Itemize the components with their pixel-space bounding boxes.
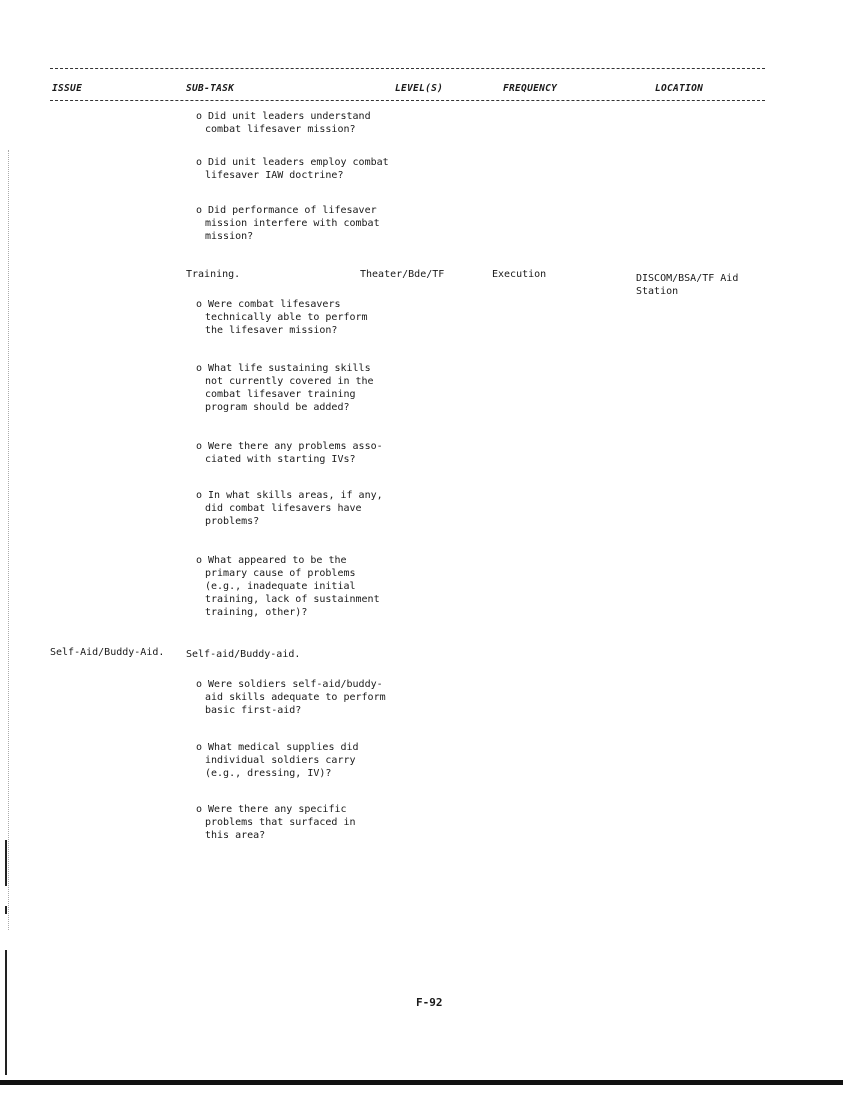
question-line: lifesaver IAW doctrine? (205, 170, 344, 181)
subtask-training: Training. (186, 269, 241, 280)
question-line: o What appeared to be the (196, 555, 347, 566)
question-line: the lifesaver mission? (205, 325, 338, 336)
question-line: problems? (205, 516, 260, 527)
location-training-line1: DISCOM/BSA/TF Aid (636, 273, 739, 284)
scan-margin-mark (5, 950, 7, 1075)
question-line: o Were soldiers self-aid/buddy- (196, 679, 383, 690)
question-line: combat lifesaver training (205, 389, 356, 400)
question-line: o What life sustaining skills (196, 363, 371, 374)
question-line: basic first-aid? (205, 705, 302, 716)
question-line: problems that surfaced in (205, 817, 356, 828)
scan-bottom-border (0, 1080, 843, 1085)
question-line: not currently covered in the (205, 376, 374, 387)
col-header-location: LOCATION (655, 83, 704, 94)
question-line: aid skills adequate to perform (205, 692, 386, 703)
question-line: o Did unit leaders understand (196, 111, 371, 122)
issue-selfaid: Self-Aid/Buddy-Aid. (50, 647, 165, 658)
question-line: o Did performance of lifesaver (196, 205, 377, 216)
question-line: program should be added? (205, 402, 350, 413)
question-item (196, 554, 386, 619)
header-top-rule (50, 68, 765, 69)
question-item (196, 156, 389, 182)
subtask-selfaid: Self-aid/Buddy-aid. (186, 649, 301, 660)
question-item (196, 440, 386, 466)
question-line: primary cause of problems (205, 568, 356, 579)
question-line: technically able to perform (205, 312, 368, 323)
question-line: this area? (205, 830, 266, 841)
col-header-issue: ISSUE (52, 83, 83, 94)
question-line: (e.g., inadequate initial (205, 581, 356, 592)
frequency-training: Execution (492, 269, 547, 280)
question-item (196, 678, 386, 717)
location-training-line2: Station (636, 286, 679, 297)
question-line: o Were combat lifesavers (196, 299, 341, 310)
question-line: mission interfere with combat (205, 218, 380, 229)
question-item (196, 803, 386, 842)
scan-edge-dots (8, 150, 9, 930)
question-line: o Did unit leaders employ combat (196, 157, 389, 168)
question-item (196, 298, 386, 337)
question-line: o What medical supplies did (196, 742, 359, 753)
col-header-subtask: SUB-TASK (186, 83, 235, 94)
question-item (196, 362, 386, 414)
question-line: o Were there any specific (196, 804, 347, 815)
scan-margin-mark (5, 840, 7, 886)
header-bottom-rule (50, 100, 765, 101)
col-header-levels: LEVEL(S) (395, 83, 444, 94)
col-header-frequency: FREQUENCY (503, 83, 558, 94)
question-item (196, 204, 386, 243)
scan-margin-mark (5, 906, 7, 914)
question-line: o Were there any problems asso- (196, 441, 383, 452)
question-item (196, 489, 386, 528)
question-line: individual soldiers carry (205, 755, 356, 766)
page-number: F-92 (416, 996, 443, 1009)
question-item (196, 741, 386, 780)
question-line: ciated with starting IVs? (205, 454, 356, 465)
question-line: (e.g., dressing, IV)? (205, 768, 332, 779)
question-line: mission? (205, 231, 254, 242)
question-line: combat lifesaver mission? (205, 124, 356, 135)
question-line: o In what skills areas, if any, (196, 490, 383, 501)
question-line: training, lack of sustainment (205, 594, 380, 605)
question-item (196, 110, 386, 136)
question-line: training, other)? (205, 607, 308, 618)
levels-training: Theater/Bde/TF (360, 269, 445, 280)
question-line: did combat lifesavers have (205, 503, 362, 514)
